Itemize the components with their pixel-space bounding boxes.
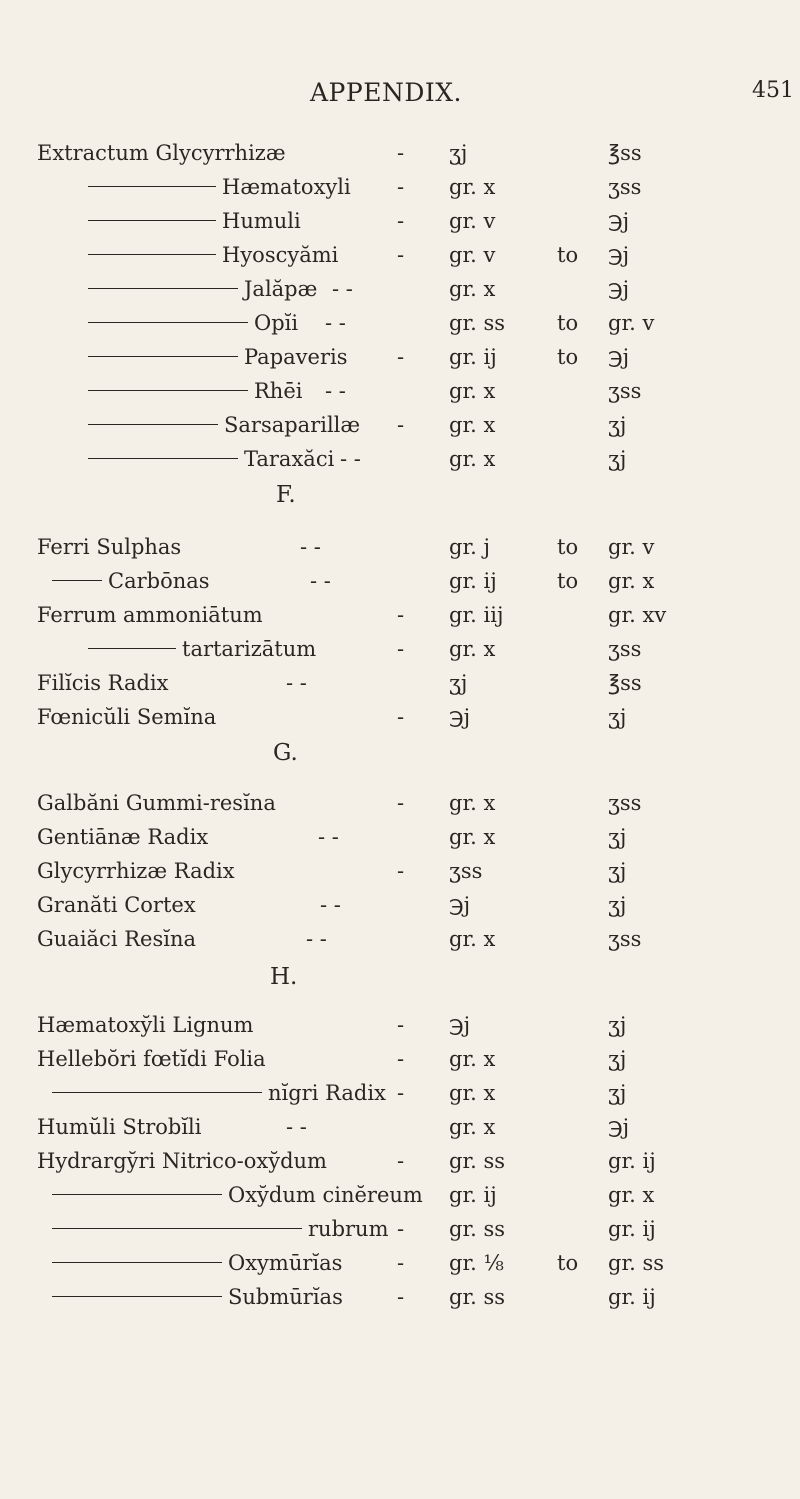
table-row (0, 1110, 800, 1144)
dash-separator: - - (325, 379, 346, 403)
drug-name (52, 1280, 343, 1314)
dose-to: ʒss (608, 175, 642, 199)
dose-from: gr. ij (449, 345, 497, 369)
dose-to: gr. ij (608, 1217, 656, 1241)
table-row (0, 408, 800, 442)
ditto-rule (88, 186, 216, 187)
dose-from: gr. ss (449, 1149, 506, 1173)
drug-name (88, 238, 338, 272)
dose-to: gr. ij (608, 1285, 656, 1309)
drug-name: Extractum Glycyrrhizæ (37, 141, 286, 165)
drug-name-text: rubrum (308, 1217, 389, 1241)
ditto-rule (88, 390, 248, 391)
drug-name: Hellebŏri fœtĭdi Folia (37, 1047, 266, 1071)
drug-name: Granăti Cortex (37, 893, 196, 917)
table-row (0, 306, 800, 340)
drug-name (88, 632, 316, 666)
dash-separator: - - (325, 311, 346, 335)
dose-to: ʒss (608, 379, 642, 403)
ditto-rule (88, 458, 238, 459)
table-row (0, 1178, 800, 1212)
dose-to: gr. ss (608, 1251, 665, 1275)
dash-separator: - - (340, 447, 361, 471)
table-row (0, 1144, 800, 1178)
dose-to: ℥ss (608, 671, 642, 695)
drug-name-text: Oxymūrĭas (228, 1251, 343, 1275)
drug-name (88, 408, 360, 442)
table-row (0, 136, 800, 170)
ditto-rule (88, 220, 216, 221)
drug-name (52, 1212, 388, 1246)
dose-from: gr. ss (449, 1217, 506, 1241)
table-row (0, 1076, 800, 1110)
dose-from: gr. x (449, 791, 496, 815)
running-title: APPENDIX. (310, 78, 462, 107)
to-word: to (557, 569, 579, 593)
drug-name-text: Hyoscyămi (222, 243, 339, 267)
dash-separator: - (397, 209, 405, 233)
dash-separator: - - (286, 671, 307, 695)
dose-to: ʒj (608, 1047, 627, 1071)
drug-name (88, 340, 348, 374)
dose-from: gr. x (449, 379, 496, 403)
table-row (0, 1008, 800, 1042)
table-row (0, 530, 800, 564)
dose-from: ℈j (449, 893, 471, 917)
to-word: to (557, 311, 579, 335)
dash-separator: - (397, 1285, 405, 1309)
dose-to: gr. ij (608, 1149, 656, 1173)
dose-from: gr. j (449, 535, 491, 559)
dose-to: ℈j (608, 277, 630, 301)
ditto-rule (88, 356, 238, 357)
dose-to: ʒj (608, 859, 627, 883)
table-row (0, 374, 800, 408)
dash-separator: - - (306, 927, 327, 951)
drug-name (88, 306, 298, 340)
drug-name (88, 170, 351, 204)
drug-name-text: Papaveris (244, 345, 348, 369)
dose-from: gr. x (449, 927, 496, 951)
dash-separator: - - (300, 535, 321, 559)
drug-name (52, 1246, 342, 1280)
dose-from: ℈j (449, 705, 471, 729)
table-row (0, 1042, 800, 1076)
dash-separator: - (397, 1149, 405, 1173)
drug-name (88, 442, 334, 476)
dose-to: ʒj (608, 893, 627, 917)
dose-to: ℥ss (608, 141, 642, 165)
table-row (0, 564, 800, 598)
section-letter-g: G. (273, 740, 298, 766)
dose-to: ʒj (608, 1013, 627, 1037)
ditto-rule (52, 1228, 302, 1229)
dash-separator: - (397, 791, 405, 815)
dose-to: ℈j (608, 243, 630, 267)
table-row (0, 340, 800, 374)
dash-separator: - - (332, 277, 353, 301)
dose-from: gr. x (449, 277, 496, 301)
dash-separator: - (397, 413, 405, 437)
drug-name-text: Hæmatoxyli (222, 175, 351, 199)
dose-from: gr. x (449, 637, 496, 661)
dash-separator: - - (286, 1115, 307, 1139)
ditto-rule (88, 254, 216, 255)
section-letter-h: H. (270, 964, 298, 990)
dash-separator: - - (320, 893, 341, 917)
dose-to: ʒss (608, 637, 642, 661)
dose-to: gr. v (608, 311, 655, 335)
table-row (0, 666, 800, 700)
ditto-rule (52, 1296, 222, 1297)
dose-from: gr. ij (449, 569, 497, 593)
drug-name: Humŭli Strobĭli (37, 1115, 202, 1139)
dose-to: ʒj (608, 1081, 627, 1105)
table-row (0, 442, 800, 476)
ditto-rule (52, 1092, 262, 1093)
dose-from: ℈j (449, 1013, 471, 1037)
drug-name: Hæmatoxy̆li Lignum (37, 1013, 254, 1037)
dose-from: gr. x (449, 175, 496, 199)
dose-to: ʒss (608, 791, 642, 815)
dash-separator: - (397, 141, 405, 165)
drug-name: Filĭcis Radix (37, 671, 169, 695)
dose-from: gr. ⅛ (449, 1251, 504, 1275)
dose-from: gr. ss (449, 1285, 506, 1309)
dose-to: ʒss (608, 927, 642, 951)
dash-separator: - (397, 175, 405, 199)
drug-name-text: Carbōnas (108, 569, 210, 593)
ditto-rule (88, 648, 176, 649)
dash-separator: - (397, 1013, 405, 1037)
dose-to: gr. x (608, 569, 655, 593)
drug-name (52, 1076, 386, 1110)
table-row (0, 700, 800, 734)
dose-to: ℈j (608, 345, 630, 369)
dose-from: gr. ss (449, 311, 506, 335)
drug-name: Galbăni Gummi-resĭna (37, 791, 276, 815)
ditto-rule (52, 580, 102, 581)
dose-to: gr. x (608, 1183, 655, 1207)
dash-separator: - (397, 637, 405, 661)
drug-name (52, 564, 210, 598)
table-row (0, 1246, 800, 1280)
section-letter-f: F. (276, 482, 296, 508)
to-word: to (557, 1251, 579, 1275)
drug-name (52, 1178, 423, 1212)
dose-from: ʒj (449, 671, 468, 695)
drug-name-text: Sarsaparillæ (224, 413, 361, 437)
drug-name: Fœnicŭli Semĭna (37, 705, 217, 729)
drug-name (88, 374, 302, 408)
drug-name (88, 272, 317, 306)
drug-name-text: Humuli (222, 209, 301, 233)
table-row (0, 204, 800, 238)
table-row (0, 854, 800, 888)
dash-separator: - (397, 243, 405, 267)
dose-to: ℈j (608, 1115, 630, 1139)
to-word: to (557, 535, 579, 559)
dash-separator: - (397, 705, 405, 729)
drug-name-text: Rhēi (254, 379, 303, 403)
dose-from: ʒj (449, 141, 468, 165)
dash-separator: - (397, 1251, 405, 1275)
dose-from: gr. x (449, 1115, 496, 1139)
table-row (0, 820, 800, 854)
dose-to: gr. xv (608, 603, 667, 627)
dose-from: gr. x (449, 413, 496, 437)
dose-from: gr. x (449, 825, 496, 849)
drug-name-text: Taraxăci (244, 447, 335, 471)
dose-from: gr. x (449, 1081, 496, 1105)
drug-name-text: Oxy̆dum cinĕreum (228, 1183, 423, 1207)
table-row (0, 598, 800, 632)
drug-name-text: tartarizātum (182, 637, 317, 661)
drug-name-text: nĭgri Radix (268, 1081, 386, 1105)
dash-separator: - (397, 859, 405, 883)
dose-to: ℈j (608, 209, 630, 233)
dash-separator: - (397, 1217, 405, 1241)
ditto-rule (52, 1262, 222, 1263)
table-row (0, 272, 800, 306)
ditto-rule (88, 288, 238, 289)
dose-to: gr. v (608, 535, 655, 559)
table-row (0, 888, 800, 922)
table-row (0, 170, 800, 204)
dash-separator: - - (310, 569, 331, 593)
dose-to: ʒj (608, 413, 627, 437)
drug-name: Hydrargy̆ri Nitrico-oxy̆dum (37, 1149, 327, 1173)
drug-name-text: Jalăpæ (244, 277, 318, 301)
to-word: to (557, 345, 579, 369)
drug-name: Guaiăci Resĭna (37, 927, 196, 951)
dose-from: gr. x (449, 447, 496, 471)
drug-name: Ferri Sulphas (37, 535, 182, 559)
table-row (0, 238, 800, 272)
dash-separator: - (397, 1047, 405, 1071)
dash-separator: - - (318, 825, 339, 849)
dose-to: ʒj (608, 825, 627, 849)
page-number: 451 (752, 78, 794, 103)
dose-to: ʒj (608, 447, 627, 471)
page-header (0, 78, 800, 118)
table-row (0, 786, 800, 820)
table-row (0, 632, 800, 666)
table-row (0, 1212, 800, 1246)
table-row (0, 922, 800, 956)
dash-separator: - (397, 603, 405, 627)
drug-name: Glycyrrhizæ Radix (37, 859, 235, 883)
table-row (0, 1280, 800, 1314)
dash-separator: - (397, 1081, 405, 1105)
dose-to: ʒj (608, 705, 627, 729)
dose-from: gr. iij (449, 603, 504, 627)
drug-name-text: Opĭi (254, 311, 299, 335)
drug-name: Gentiānæ Radix (37, 825, 209, 849)
dose-from: gr. v (449, 243, 496, 267)
ditto-rule (88, 424, 218, 425)
dose-from: gr. x (449, 1047, 496, 1071)
drug-name: Ferrum ammoniātum (37, 603, 263, 627)
dose-from: gr. ij (449, 1183, 497, 1207)
dash-separator: - (397, 345, 405, 369)
dose-from: ʒss (449, 859, 483, 883)
ditto-rule (52, 1194, 222, 1195)
to-word: to (557, 243, 579, 267)
dose-from: gr. v (449, 209, 496, 233)
drug-name-text: Submūrĭas (228, 1285, 343, 1309)
drug-name (88, 204, 301, 238)
ditto-rule (88, 322, 248, 323)
